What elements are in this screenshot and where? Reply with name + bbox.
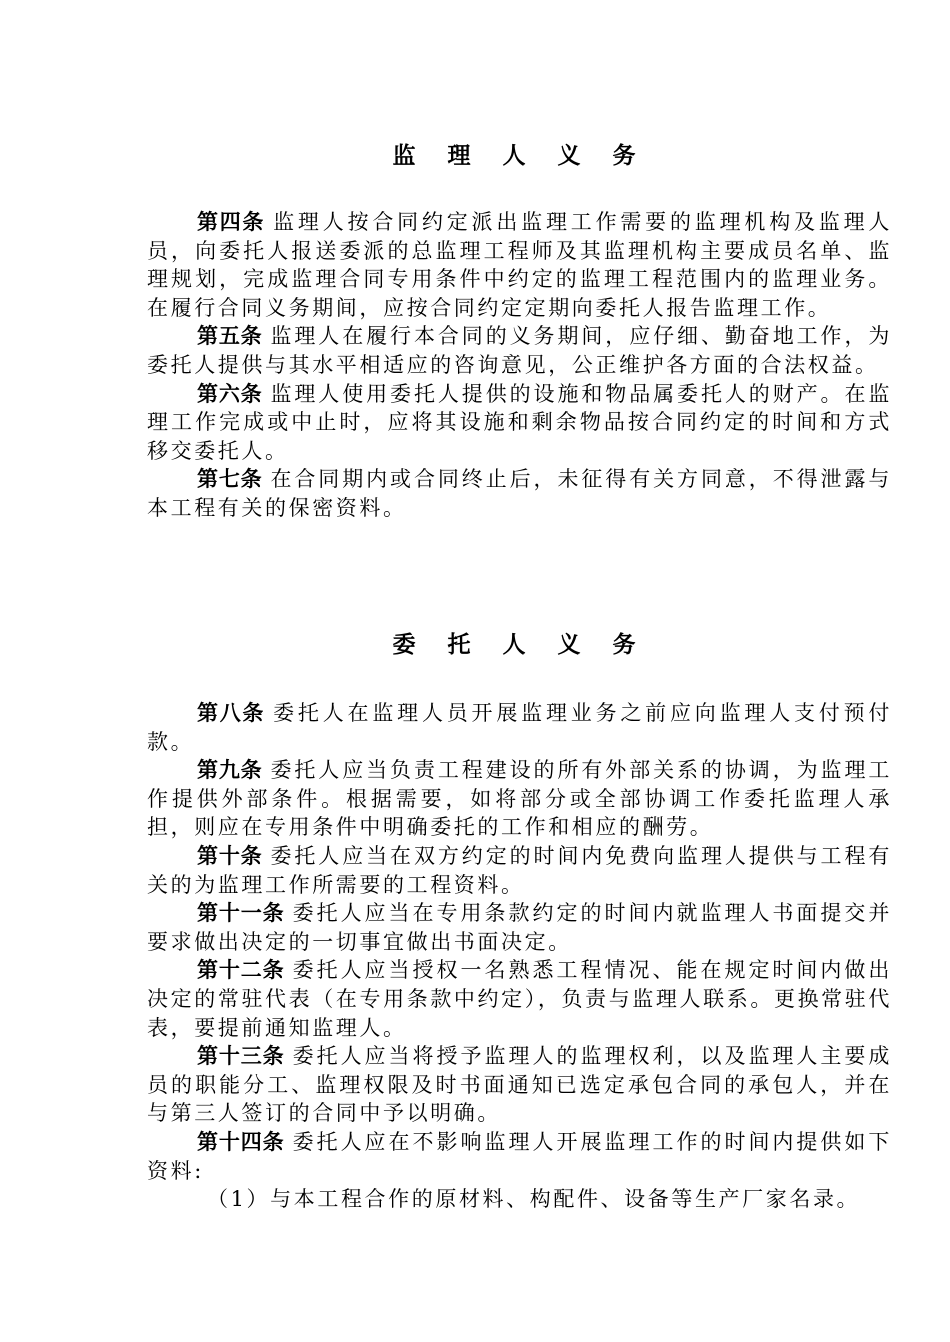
article-13 bbox=[147, 1042, 892, 1128]
article-text: 委托人在监理人员开展监理业务之前应向监理人支付预付款。 bbox=[147, 701, 893, 754]
article-text: 委托人应当授权一名熟悉工程情况、能在规定时间内做出决定的常驻代表（在专用条款中约定），负责与监理人联系。更换常驻代表，要提前通知监理人。 bbox=[147, 958, 893, 1040]
article-text: 委托人应在不影响监理人开展监理工作的时间内提供如下资料: bbox=[147, 1129, 893, 1183]
article-text: 监理人在履行本合同的义务期间，应仔细、勤奋地工作，为委托人提供与其水平相适应的咨询意见，公正维护各方面的合法权益。 bbox=[147, 324, 892, 377]
article-text: 在合同期内或合同终止后，未征得有关方同意，不得泄露与本工程有关的保密资料。 bbox=[147, 467, 892, 520]
article-label: 第十三条 bbox=[197, 1044, 285, 1069]
section-body-client bbox=[147, 699, 892, 1214]
article-label: 第七条 bbox=[197, 467, 263, 492]
article-4 bbox=[147, 208, 892, 322]
article-10 bbox=[147, 842, 892, 899]
article-label: 第十四条 bbox=[197, 1129, 285, 1154]
article-label: 第十条 bbox=[197, 843, 263, 868]
article-text: 监理人使用委托人提供的设施和物品属委托人的财产。在监理工作完成或中止时，应将其设施和剩余物品按合同约定的时间和方式移交委托人。 bbox=[147, 381, 892, 463]
article-14 bbox=[147, 1128, 892, 1185]
article-text: 委托人应当在专用条款约定的时间内就监理人书面提交并要求做出决定的一切事宜做出书面决定。 bbox=[147, 901, 893, 954]
article-label: 第九条 bbox=[197, 758, 263, 783]
article-5 bbox=[147, 322, 892, 379]
article-9 bbox=[147, 756, 892, 842]
article-label: 第六条 bbox=[197, 381, 263, 406]
article-text: 委托人应当将授予监理人的监理权利，以及监理人主要成员的职能分工、监理权限及时书面通知已选定承包合同的承包人，并在与第三人签订的合同中予以明确。 bbox=[147, 1044, 893, 1126]
article-8 bbox=[147, 699, 892, 756]
article-text: 监理人按合同约定派出监理工作需要的监理机构及监理人员，向委托人报送委派的总监理工程师及其监理机构主要成员名单、监理规划，完成监理合同专用条件中约定的监理工程范围内的监理业务。在履行合同义务期间，应按合同约定定期向委托人报告监理工作。 bbox=[147, 210, 893, 320]
article-label: 第八条 bbox=[197, 701, 266, 725]
section-body-supervisor bbox=[147, 208, 892, 523]
section-title-supervisor-obligations: 监 理 人 义 务 bbox=[392, 143, 648, 169]
article-6 bbox=[147, 380, 892, 466]
section-title-client-obligations: 委 托 人 义 务 bbox=[392, 632, 648, 658]
article-label: 第四条 bbox=[197, 210, 266, 234]
article-12 bbox=[147, 956, 892, 1042]
article-label: 第十二条 bbox=[197, 958, 285, 983]
article-7 bbox=[147, 465, 892, 522]
article-label: 第五条 bbox=[197, 324, 263, 349]
article-text: 委托人应当在双方约定的时间内免费向监理人提供与工程有关的为监理工作所需要的工程资料。 bbox=[147, 843, 892, 897]
article-text: 委托人应当负责工程建设的所有外部关系的协调，为监理工作提供外部条件。根据需要，如将部分或全部协调工作委托监理人承担，则应在专用条件中明确委托的工作和相应的酬劳。 bbox=[147, 758, 892, 840]
article-label: 第十一条 bbox=[197, 901, 285, 926]
list-item: （1）与本工程合作的原材料、构配件、设备等生产厂家名录。 bbox=[207, 1187, 861, 1212]
article-11 bbox=[147, 899, 892, 956]
